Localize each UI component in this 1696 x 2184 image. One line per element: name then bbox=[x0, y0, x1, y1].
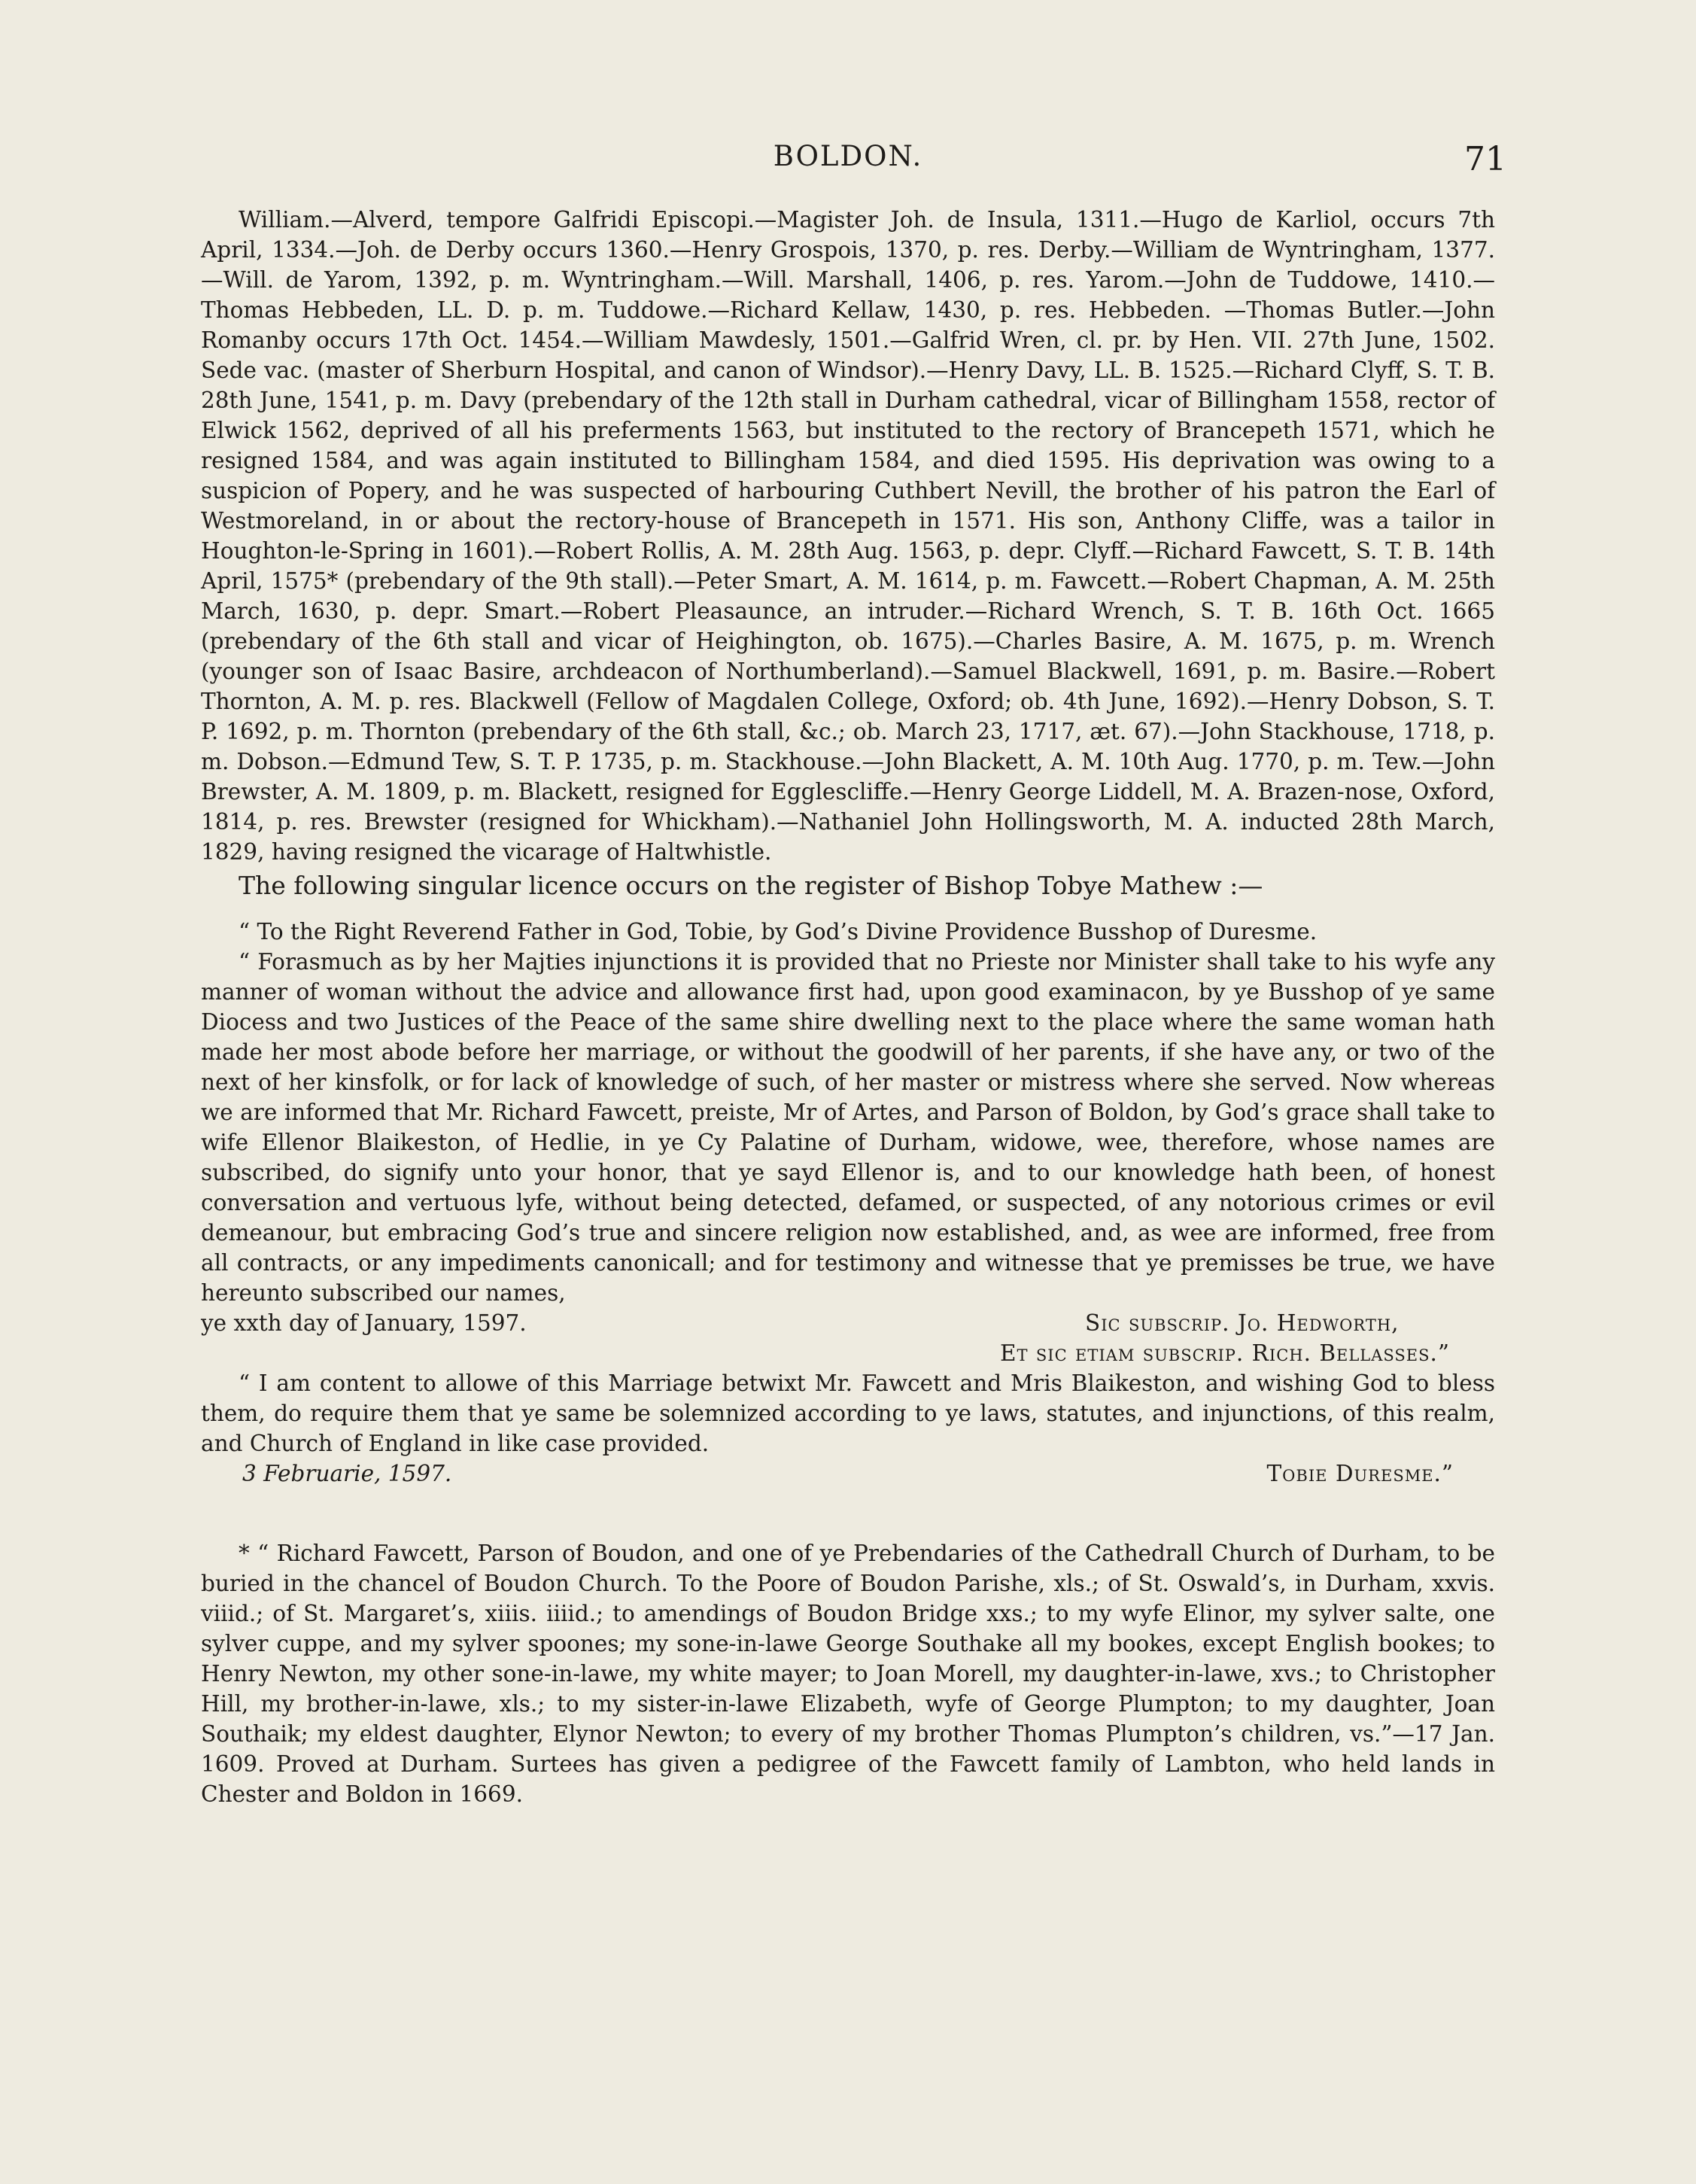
signature-bellasses: Et sic etiam subscrip. Rich. Bellasses.” bbox=[1000, 1340, 1450, 1366]
footnote: * “ Richard Fawcett, Parson of Boudon, and one of ye Prebendaries of the Cathedrall Church of Durham, to be buried in the chancel of Boudon Church. To the Poore of Boudon Parishe, xls.; of St. Oswald’s, in Durham, xxvis. viiid.; of St. Margaret’s, xiiis. iiiid.; to amendings of Boudon Bridge xxs.; to my wyfe Elinor, my sylver salte, one sylver cuppe, and my sylver spoones; my sone-in-lawe George Southake all my bookes, except English bookes; to Henry Newton, my other sone-in-lawe, my white mayer; to Joan Morell, my daughter-in-lawe, xvs.; to Christopher Hill, my brother-in-lawe, xls.; to my sister-in-lawe Elizabeth, wyfe of George Plumpton; to my daughter, Joan Southaik; my eldest daughter, Elynor Newton; to every of my brother Thomas Plumpton’s children, vs.”—17 Jan. 1609. Proved at Durham. Surtees has given a pedigree of the Fawcett family of Lambton, who held lands in Chester and Boldon in 1669. bbox=[201, 1541, 1495, 1807]
page-header bbox=[0, 135, 1696, 181]
signature-hedworth: Sic subscrip. Jo. Hedworth, bbox=[1085, 1310, 1400, 1336]
licence-address: “ To the Right Reverend Father in God, Tobie, by God’s Divine Providence Busshop of Duresme. bbox=[239, 919, 1318, 944]
bishop-signature: Tobie Duresme.” bbox=[1266, 1461, 1454, 1486]
licence-date: ye xxth day of January, 1597. bbox=[201, 1310, 527, 1336]
consent-date-signature-line bbox=[201, 1459, 1495, 1489]
bishop-consent: “ I am content to allowe of this Marriage betwixt Mr. Fawcett and Mris Blaikeston, and wishing God to bless them, do require them that ye same be solemnized according to ye laws, statutes, and injunctions, of this realm, and Church of England in like case provided. bbox=[201, 1370, 1495, 1456]
licence-intro: The following singular licence occurs on the register of Bishop Tobye Mathew :— bbox=[239, 871, 1263, 900]
page-number: 71 bbox=[1464, 140, 1506, 178]
running-title: BOLDON. bbox=[773, 140, 923, 172]
incumbents-paragraph: William.—Alverd, tempore Galfridi Episcopi.—Magister Joh. de Insula, 1311.—Hugo de Karliol, occurs 7th April, 1334.—Joh. de Derby occurs 1360.—Henry Grospois, 1370, p. res. Derby.—William de Wyntringham, 1377.—Will. de Yarom, 1392, p. m. Wyntringham.—Will. Marshall, 1406, p. res. Yarom.—John de Tuddowe, 1410.—Thomas Hebbeden, LL. D. p. m. Tuddowe.—Richard Kellaw, 1430, p. res. Hebbeden. —Thomas Butler.—John Romanby occurs 17th Oct. 1454.—William Mawdesly, 1501.—Galfrid Wren, cl. pr. by Hen. VII. 27th June, 1502. Sede vac. (master of Sherburn Hospital, and canon of Windsor).—Henry Davy, LL. B. 1525.—Richard Clyff, S. T. B. 28th June, 1541, p. m. Davy (prebendary of the 12th stall in Durham cathedral, vicar of Billingham 1558, rector of Elwick 1562, deprived of all his preferments 1563, but instituted to the rectory of Brancepeth 1571, which he resigned 1584, and was again instituted to Billingham 1584, and died 1595. His deprivation was owing to a suspicion of Popery, and he was suspected of harbouring Cuthbert Nevill, the brother of his patron the Earl of Westmoreland, in or about the rectory-house of Brancepeth in 1571. His son, Anthony Cliffe, was a tailor in Houghton-le-Spring in 1601).—Robert Rollis, A. M. 28th Aug. 1563, p. depr. Clyff.—Richard Fawcett, S. T. B. 14th April, 1575* (prebendary of the 9th stall).—Peter Smart, A. M. 1614, p. m. Fawcett.—Robert Chapman, A. M. 25th March, 1630, p. depr. Smart.—Robert Pleasaunce, an intruder.—Richard Wrench, S. T. B. 16th Oct. 1665 (prebendary of the 6th stall and vicar of Heighington, ob. 1675).—Charles Basire, A. M. 1675, p. m. Wrench (younger son of Isaac Basire, archdeacon of Northumberland).—Samuel Blackwell, 1691, p. m. Basire.—Robert Thornton, A. M. p. res. Blackwell (Fellow of Magdalen College, Oxford; ob. 4th June, 1692).—Henry Dobson, S. T. P. 1692, p. m. Thornton (prebendary of the 6th stall, &c.; ob. March 23, 1717, æt. 67).—John Stackhouse, 1718, p. m. Dobson.—Edmund Tew, S. T. P. 1735, p. m. Stackhouse.—John Blackett, A. M. 10th Aug. 1770, p. m. Tew.—John Brewster, A. M. 1809, p. m. Blackett, resigned for Egglescliffe.—Henry George Liddell, M. A. Brazen-nose, Oxford, 1814, p. res. Brewster (resigned for Whickham).—Nathaniel John Hollingsworth, M. A. inducted 28th March, 1829, having resigned the vicarage of Haltwhistle. bbox=[201, 207, 1495, 865]
licence-date-signature-line bbox=[201, 1308, 1495, 1338]
licence-second-signature-line bbox=[201, 1338, 1495, 1368]
licence-body: “ Forasmuch as by her Majties injunctions it is provided that no Prieste nor Minister shall take to his wyfe any manner of woman without the advice and allowance first had, upon good examinacon, by ye Busshop of ye same Diocess and two Justices of the Peace of the same shire dwelling next to the place where the same woman hath made her most abode before her marriage, or without the goodwill of her parents, if she have any, or two of the next of her kinsfolk, or for lack of knowledge of such, of her master or mistress where she served. Now whereas we are informed that Mr. Richard Fawcett, preiste, Mr of Artes, and Parson of Boldon, by God’s grace shall take to wife Ellenor Blaikeston, of Hedlie, in ye Cy Palatine of Durham, widowe, wee, therefore, whose names are subscribed, do signify unto your honor, that ye sayd Ellenor is, and to our knowledge hath been, of honest conversation and vertuous lyfe, without being detected, defamed, or suspected, of any notorious crimes or evil demeanour, but embracing God’s true and sincere religion now established, and, as wee are informed, free from all contracts, or any impediments canonicall; and for testimony and witnesse that ye premisses be true, we have hereunto subscribed our names, bbox=[201, 949, 1495, 1306]
consent-date: 3 Februarie, 1597. bbox=[242, 1461, 452, 1486]
page-body bbox=[201, 205, 1495, 1809]
